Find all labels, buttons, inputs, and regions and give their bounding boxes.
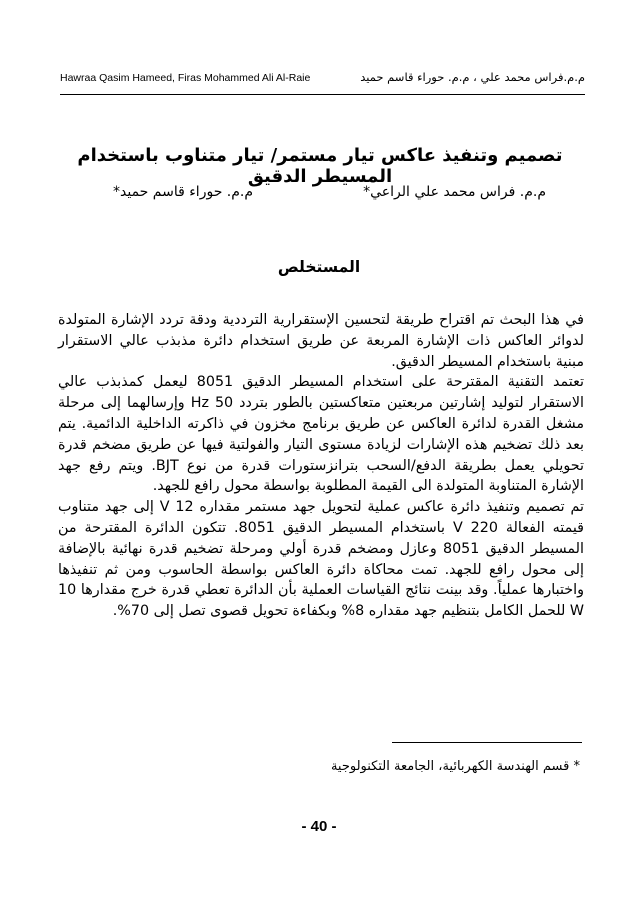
page-header <box>60 64 585 95</box>
paper-title: تصميم وتنفيذ عاكس تيار مستمر/ تيار متناوب باستخدام المسيطر الدقيق <box>77 145 563 187</box>
abstract-heading: المستخلص <box>277 258 361 276</box>
abstract-paragraph-1: في هذا البحث تم اقتراح طريقة لتحسين الإستقرارية الترددية ودقة تردد الإشارة المتولدة لدوائر العاكس ذات الإشارة المربعة عن طريق استخدام دائرة مذبذب عالي الاستقرار مبنية باستخدام المسيطر الدقيق. <box>58 312 584 370</box>
abstract-body <box>58 310 584 622</box>
header-authors-english: Hawraa Qasim Hameed, Firas Mohammed Ali Al-Raie <box>60 72 311 84</box>
abstract-paragraph-2: تعتمد التقنية المقترحة على استخدام المسيطر الدقيق 8051 ليعمل كمذبذب عالي الاستقرار لتوليد إشارتين مربعتين متعاكستين بالطور بتردد 50 Hz وإرسالهما إلى مرحلة مشغل القدرة لدائرة العاكس عن طريق برنامج مخزون في ذاكرته الداخلية الدائمية. يتم بعد ذلك تضخيم هذه الإشارات لزيادة مستوى التيار والفولتية فيها عن طريق مضخم قدرة تحويلي يعمل بطريقة الدفع/السحب بترانزستورات قدرة من نوع BJT. ويتم رفع جهد الإشارة المتناوبة المتولدة الى القيمة المطلوبة بواسطة محول رافع للجهد. <box>58 374 585 495</box>
footnote-affiliation: * قسم الهندسة الكهربائية، الجامعة التكنولوجية <box>330 759 580 774</box>
page-number: - 40 - <box>301 818 337 835</box>
footnote-divider <box>392 742 582 743</box>
header-authors-arabic: م.م.فراس محمد علي ، م.م. حوراء قاسم حميد <box>360 70 585 84</box>
author-hawraa: م.م. حوراء قاسم حميد* <box>113 184 254 200</box>
author-firas: م.م. فراس محمد علي الراعي* <box>363 184 546 200</box>
abstract-paragraph-3: تم تصميم وتنفيذ دائرة عاكس عملية لتحويل جهد مستمر مقداره 12 V إلى جهد متناوب قيمته الفعالة 220 V باستخدام المسيطر الدقيق 8051. تتكون الدائرة المقترحة من المسيطر الدقيق 8051 وعازل ومضخم قدرة أولي ومرحلة تضخيم قدرة نهائية بالإضافة إلى محول رافع للجهد. تمت محاكاة دائرة العاكس بواسطة الحاسوب ومن ثم تنفيذها واختبارها عملياً. وقد بينت نتائج القياسات العملية بأن الدائرة تعطي قدرة خرج مقدارها 10 W للحمل الكامل بتنظيم جهد مقداره 8% وبكفاءة تحويل قصوى تصل إلى 70%. <box>58 499 585 620</box>
